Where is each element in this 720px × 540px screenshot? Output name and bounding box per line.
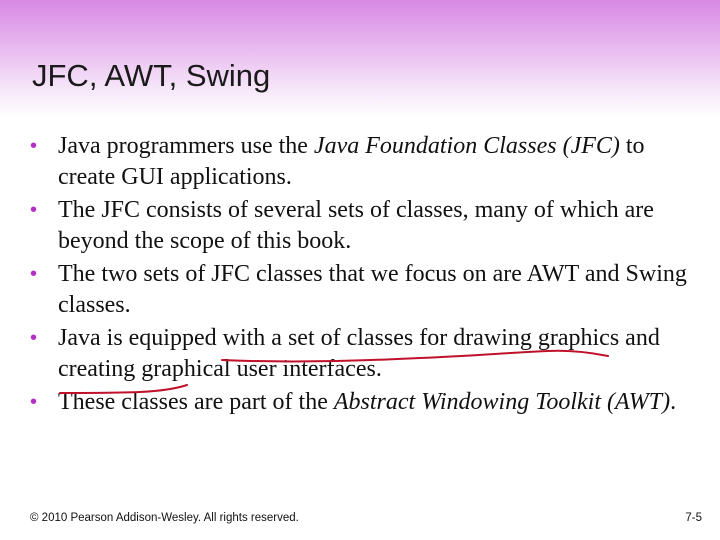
bullet-item [30, 387, 690, 418]
footer-copyright: © 2010 Pearson Addison-Wesley. All rights reserved. [30, 512, 299, 524]
slide-title: JFC, AWT, Swing [32, 58, 271, 93]
footer-page-number: 7-5 [685, 512, 702, 524]
bullet-list [30, 131, 690, 418]
bullet-text: These classes are part of the [58, 389, 334, 415]
bullet-dot-icon: • [30, 135, 38, 157]
bullet-text: Java is equipped with a set of classes for drawing graphics and creating graphical user interfaces. [58, 325, 660, 382]
bullet-dot-icon: • [30, 199, 38, 221]
bullet-text: to create GUI applications. [58, 133, 645, 190]
bullet-text: The JFC consists of several sets of classes, many of which are beyond the scope of this book. [58, 197, 654, 254]
bullet-text: The two sets of JFC classes that we focus on are AWT and Swing classes. [58, 261, 687, 318]
bullet-item [30, 323, 690, 384]
bullet-text-italic: Java Foundation Classes (JFC) [313, 133, 620, 159]
bullet-text: Java programmers use the [58, 133, 314, 159]
bullet-text-italic: Abstract Windowing Toolkit (AWT) [333, 389, 671, 415]
bullet-item [30, 195, 690, 256]
bullet-item [30, 131, 690, 192]
bullet-text: . [670, 389, 677, 415]
bullet-dot-icon: • [30, 391, 38, 413]
bullet-dot-icon: • [30, 327, 38, 349]
bullet-item [30, 259, 690, 320]
bullet-dot-icon: • [30, 263, 38, 285]
